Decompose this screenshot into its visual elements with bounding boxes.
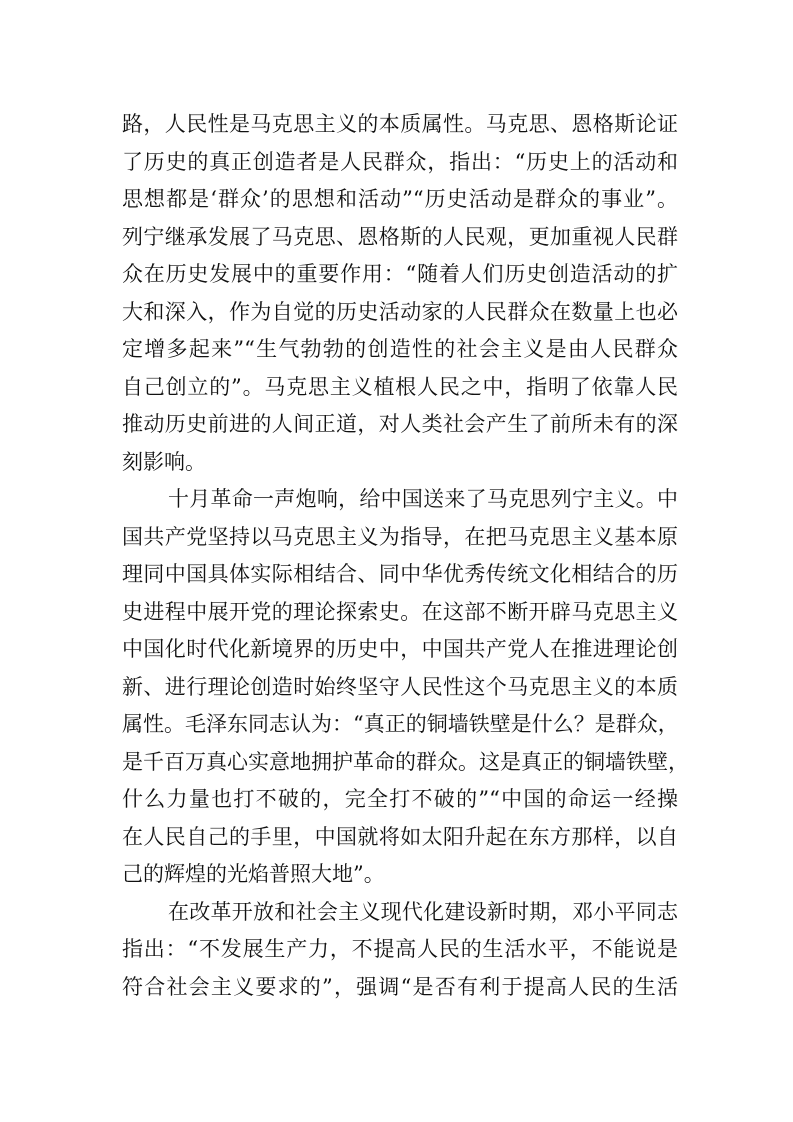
text-line: 了历史的真正创造者是人民群众，指出：“历史上的活动和 [122,149,678,174]
text-line: 在人民自己的手里，中国就将如太阳升起在东方那样，以自 [122,824,678,849]
text-line: 指出：“不发展生产力，不提高人民的生活水平，不能说是 [122,937,678,961]
paragraph-october-revolution [122,481,689,894]
text-line: 什么力量也打不破的，完全打不破的”“中国的命运一经操 [122,787,678,811]
text-line: 路，人民性是马克思主义的本质属性。马克思、恩格斯论证 [122,112,678,136]
text-line: 列宁继承发展了马克思、恩格斯的人民观，更加重视人民群 [122,224,678,249]
text-line: 符合社会主义要求的”，强调“是否有利于提高人民的生活 [122,974,678,999]
text-line: 理同中国具体实际相结合、同中华优秀传统文化相结合的历 [122,562,678,586]
text-line: 推动历史前进的人间正道，对人类社会产生了前所未有的深 [122,412,678,436]
text-line: 十月革命一声炮响，给中国送来了马克思列宁主义。中 [168,487,678,511]
text-line: 是千百万真心实意地拥护革命的群众。这是真正的铜墙铁壁， [122,749,689,774]
text-line: 大和深入，作为自觉的历史活动家的人民群众在数量上也必 [122,299,678,324]
text-line: 中国化时代化新境界的历史中，中国共产党人在推进理论创 [122,637,678,661]
paragraph-reform-opening [122,894,678,1007]
text-line: 在改革开放和社会主义现代化建设新时期，邓小平同志 [168,899,678,924]
text-line: 己的辉煌的光焰普照大地”。 [122,862,385,886]
document-page [122,106,689,1006]
text-line: 史进程中展开党的理论探索史。在这部不断开辟马克思主义 [122,599,678,624]
text-line: 思想都是‘群众’的思想和活动”“历史活动是群众的事业”。 [122,187,678,211]
text-line: 定增多起来”“生气勃勃的创造性的社会主义是由人民群众 [122,337,678,361]
text-line: 刻影响。 [122,449,206,474]
text-line: 属性。毛泽东同志认为：“真正的铜墙铁壁是什么？是群众， [122,712,679,736]
text-line: 众在历史发展中的重要作用：“随着人们历史创造活动的扩 [122,262,678,286]
paragraph-marxism-people [122,106,678,481]
text-line: 自己创立的”。马克思主义植根人民之中，指明了依靠人民 [122,374,678,399]
text-line: 新、进行理论创造时始终坚守人民性这个马克思主义的本质 [122,674,678,699]
text-line: 国共产党坚持以马克思主义为指导，在把马克思主义基本原 [122,524,678,549]
